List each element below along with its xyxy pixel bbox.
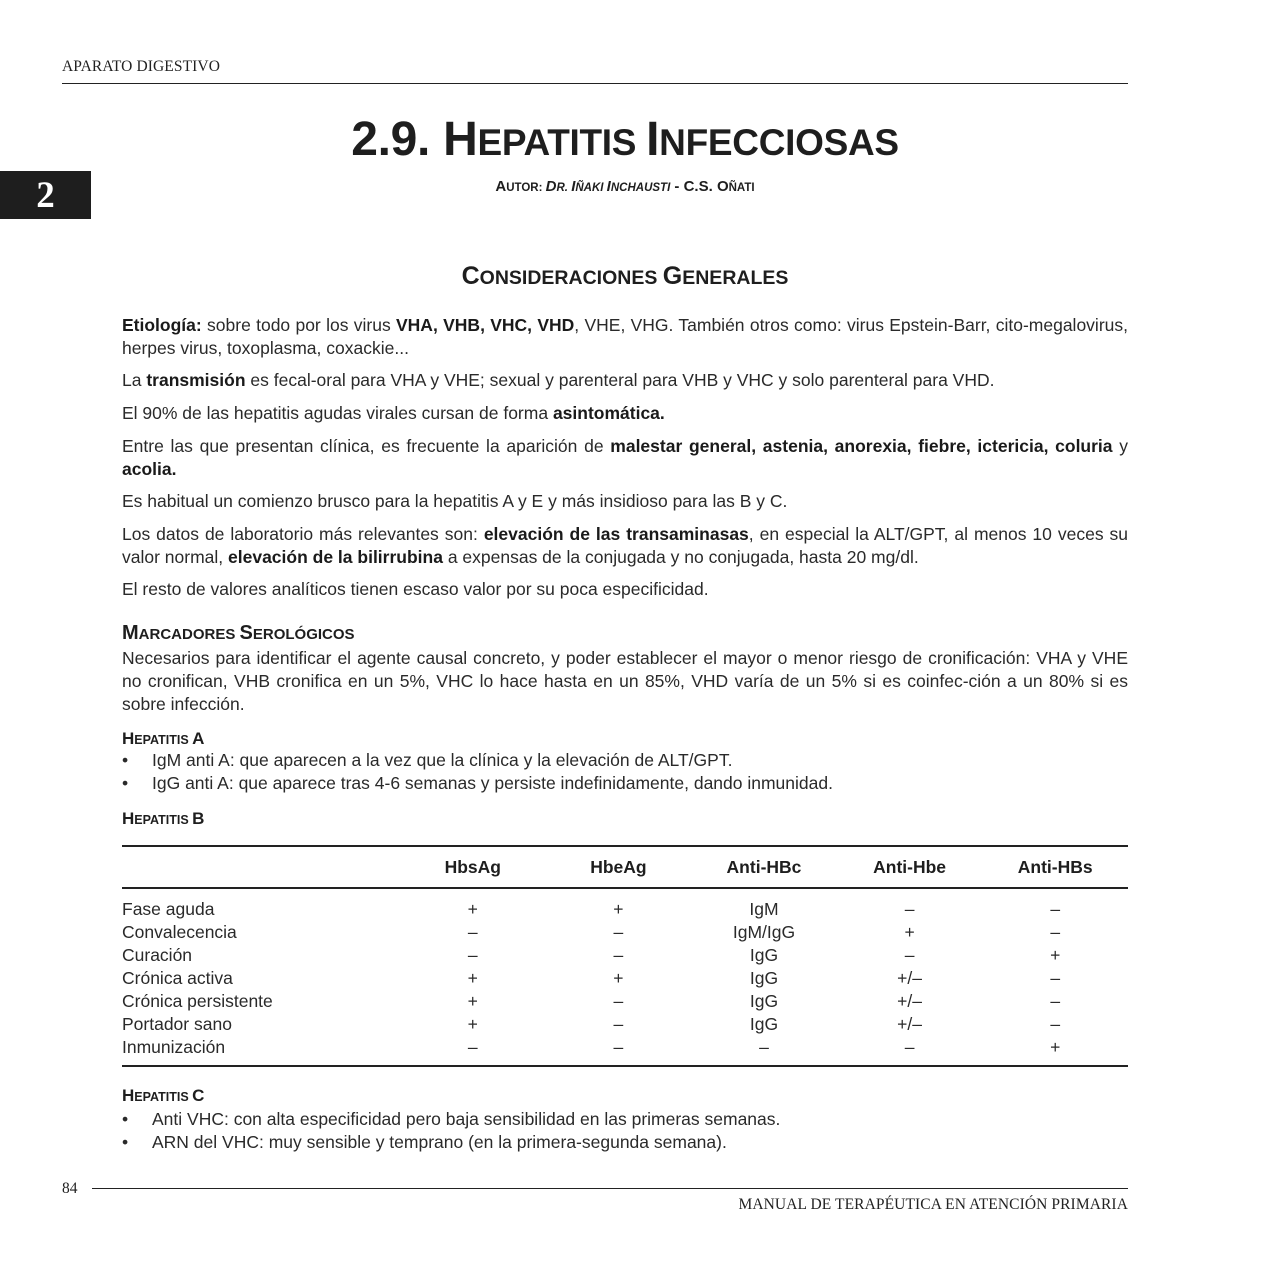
table-cell: + — [613, 968, 624, 988]
table-cell: +/– — [897, 991, 922, 1011]
table-cell: – — [467, 922, 478, 942]
table-row — [122, 944, 1128, 967]
paragraph-transmission: La transmisión es fecal-oral para VHA y VHE; sexual y parenteral para VHB y VHC y solo parenteral para VHD. — [122, 370, 995, 390]
header-cell-hbeag: HbeAg — [546, 846, 692, 888]
row-label: Crónica activa — [122, 968, 233, 988]
table-cell: + — [904, 922, 915, 942]
table-cell: – — [467, 945, 478, 965]
row-label: Convalecencia — [122, 922, 237, 942]
chapter-tab — [0, 171, 91, 219]
table-cell: – — [546, 1036, 692, 1066]
table-cell: – — [837, 1036, 983, 1066]
table-row — [122, 967, 1128, 990]
table-cell: – — [691, 1036, 837, 1066]
table-cell: – — [904, 899, 915, 919]
markers-intro: Necesarios para identificar el agente causal concreto, y poder establecer el mayor o menor riesgo de cronificación: VHA y VHE no cronifican, VHB cronifica en un 5%, VHC lo hace hasta en un 85%, VHD varía de un 5% si es coinfec-ción a un 80% si es sobre infección. — [122, 648, 1128, 714]
table-row — [122, 1036, 1128, 1066]
table-cell: + — [467, 991, 478, 1011]
table-cell: IgG — [749, 1014, 779, 1034]
table-cell: + — [467, 968, 478, 988]
hepatitis-b-heading: HEPATITIS B — [122, 809, 205, 828]
list-item: • Anti VHC: con alta especificidad pero baja sensibilidad en las primeras semanas. — [122, 1109, 781, 1129]
header-cell-hbsag: HbsAg — [400, 846, 546, 888]
table-cell: +/– — [897, 968, 922, 988]
bullet-icon: • — [122, 1132, 129, 1152]
header-rule — [62, 83, 1128, 84]
table-cell: – — [904, 945, 915, 965]
page-title: 2.9. HEPATITIS INFECCIOSAS — [351, 113, 899, 166]
table-cell: + — [613, 899, 624, 919]
row-label: Curación — [122, 945, 193, 965]
book-title: MANUAL DE TERAPÉUTICA EN ATENCIÓN PRIMARIA — [738, 1196, 1128, 1213]
table-cell: IgG — [749, 945, 779, 965]
table-row — [122, 990, 1128, 1013]
paragraph-etiology: Etiología: sobre todo por los virus VHA, VHB, VHC, VHD, VHE, VHG. También otros como: virus Epstein-Barr, cito-megalovirus, herpes virus, toxoplasma, coxackie... — [122, 315, 1128, 358]
author-line: AUTOR: DR. IÑAKI INCHAUSTI - C.S. OÑATI — [495, 178, 755, 195]
table-cell: – — [1050, 899, 1061, 919]
paragraph-other-values: El resto de valores analíticos tienen escaso valor por su poca especificidad. — [122, 579, 709, 599]
list-item: • ARN del VHC: muy sensible y temprano (en la primera-segunda semana). — [122, 1132, 727, 1152]
table-cell: IgG — [749, 991, 779, 1011]
section-title: CONSIDERACIONES GENERALES — [461, 262, 789, 290]
table-cell: IgM — [749, 899, 779, 919]
paragraph-asymptomatic: El 90% de las hepatitis agudas virales cursan de forma asintomática. — [122, 403, 665, 423]
table-cell: – — [400, 1036, 546, 1066]
chapter-number: 2 — [36, 174, 55, 216]
row-label: Inmunización — [122, 1036, 400, 1066]
header-cell — [122, 846, 400, 888]
row-label: Portador sano — [122, 1014, 232, 1034]
hepatitis-b-table-container — [122, 845, 1128, 1067]
hepatitis-c-heading: HEPATITIS C — [122, 1086, 205, 1105]
table-cell: IgG — [749, 968, 779, 988]
table-cell: – — [1050, 968, 1061, 988]
table-cell: – — [613, 991, 624, 1011]
table-row — [122, 1013, 1128, 1036]
author-name: DR. IÑAKI INCHAUSTI — [545, 178, 671, 195]
page-number: 84 — [62, 1180, 78, 1197]
footer-rule — [92, 1188, 1128, 1189]
table-cell: – — [1050, 991, 1061, 1011]
running-header: APARATO DIGESTIVO — [62, 58, 221, 75]
table-header-row — [122, 846, 1128, 888]
table-cell: + — [467, 1014, 478, 1034]
table-cell: – — [1050, 1014, 1061, 1034]
header-cell-anti-hbe: Anti-Hbe — [837, 846, 983, 888]
row-label: Fase aguda — [122, 899, 215, 919]
header-cell-anti-hbs: Anti-HBs — [982, 846, 1128, 888]
table-cell: – — [1050, 922, 1061, 942]
markers-heading: MARCADORES SEROLÓGICOS — [122, 622, 355, 644]
bullet-icon: • — [122, 773, 129, 793]
header-cell-anti-hbc: Anti-HBc — [691, 846, 837, 888]
table-cell: – — [613, 945, 624, 965]
hepatitis-b-table — [122, 845, 1128, 1067]
hepatitis-a-heading: HEPATITIS A — [122, 729, 205, 748]
table-cell: + — [467, 899, 478, 919]
list-item: • IgG anti A: que aparece tras 4-6 semanas y persiste indefinidamente, dando inmunidad. — [122, 773, 833, 793]
table-cell: + — [1050, 945, 1061, 965]
table-cell: – — [613, 922, 624, 942]
table-cell: – — [613, 1014, 624, 1034]
table-row — [122, 888, 1128, 921]
paragraph-clinical: Entre las que presentan clínica, es frecuente la aparición de malestar general, astenia, anorexia, fiebre, ictericia, coluria y acolia. — [122, 436, 1128, 479]
table-cell: IgM/IgG — [732, 922, 796, 942]
hepatitis-c-list — [122, 1108, 1128, 1154]
row-label: Crónica persistente — [122, 991, 273, 1011]
paragraph-onset: Es habitual un comienzo brusco para la hepatitis A y E y más insidioso para las B y C. — [122, 491, 788, 511]
list-item: • IgM anti A: que aparecen a la vez que la clínica y la elevación de ALT/GPT. — [122, 750, 733, 770]
table-cell: +/– — [897, 1014, 922, 1034]
bullet-icon: • — [122, 750, 129, 770]
paragraph-laboratory: Los datos de laboratorio más relevantes son: elevación de las transaminasas, en especial la ALT/GPT, al menos 10 veces su valor normal, elevación de la bilirrubina a expensas de la conjugada y no conjugada, hasta 20 mg/dl. — [122, 524, 1129, 567]
table-row — [122, 921, 1128, 944]
hepatitis-a-list — [122, 749, 1128, 795]
bullet-icon: • — [122, 1109, 129, 1129]
table-cell: + — [982, 1036, 1128, 1066]
